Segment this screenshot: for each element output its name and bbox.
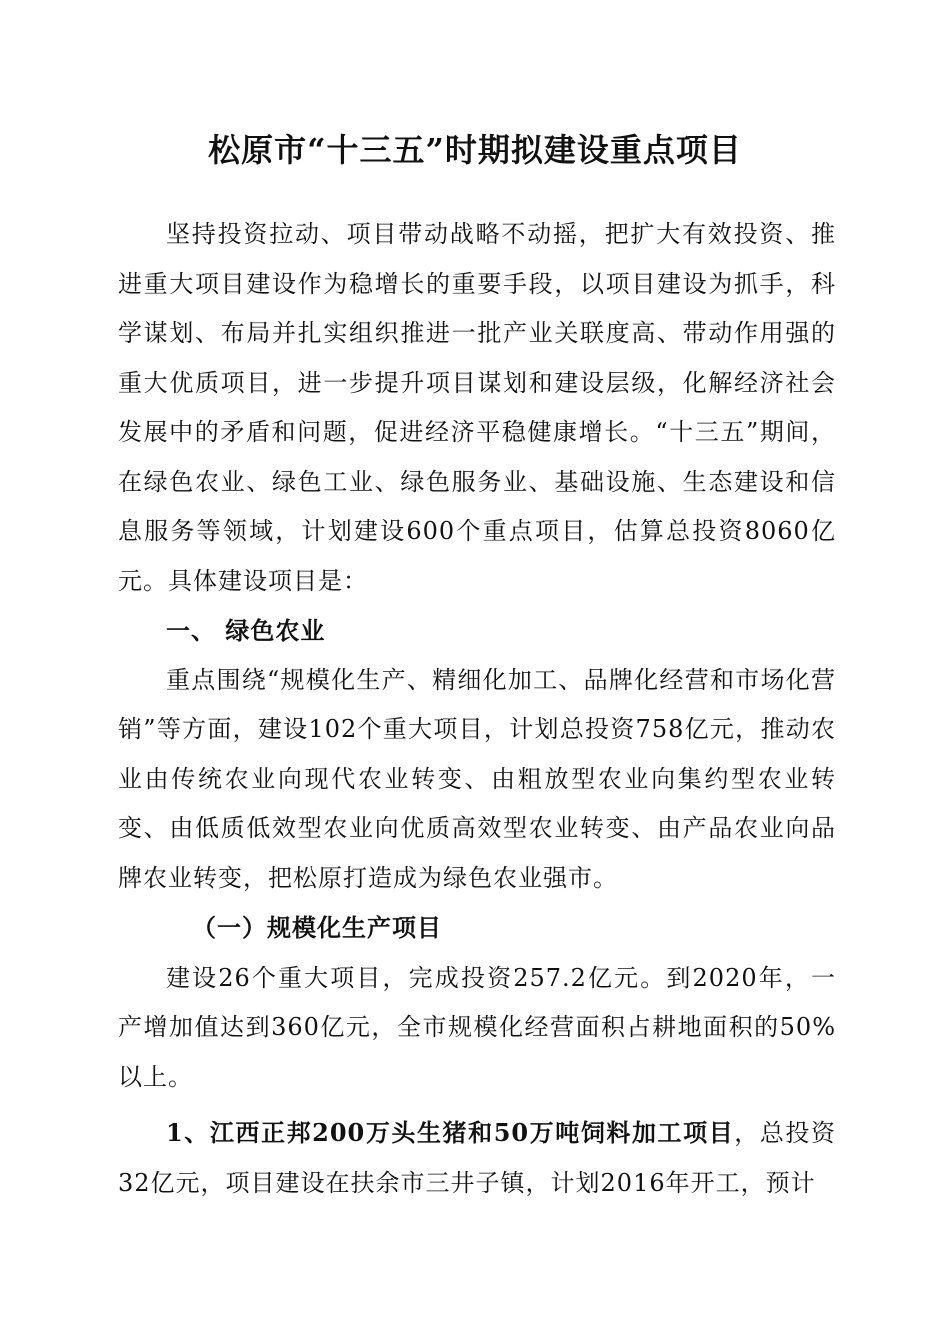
subsection-heading (118, 903, 836, 954)
section-paragraph: 重点围绕“规模化生产、精细化加工、品牌化经营和市场化营销”等方面，建设102个重大项目，计划总投资758亿元，推动农业由传统农业向现代农业转变、由粗放型农业向集约型农业转变、由低质低效型农业向优质高效型农业转变、由产品农业向品牌农业转变，把松原打造成为绿色农业强市。 (118, 665, 836, 892)
page-title: 松原市“十三五”时期拟建设重点项目 (208, 131, 742, 169)
subsection-heading-text: （一）规模化生产项目 (192, 913, 442, 942)
document-body (118, 210, 836, 1208)
section-heading-green-agriculture: 一、 绿色农业 (166, 616, 326, 645)
subsection-paragraph: 建设26个重大项目，完成投资257.2亿元。到2020年，一产增加值达到360亿元，全市规模化经营面积占耕地面积的50%以上。 (118, 963, 836, 1091)
project-paragraph (118, 1108, 836, 1208)
intro-paragraph: 坚持投资拉动、项目带动战略不动摇，把扩大有效投资、推进重大项目建设作为稳增长的重要手段，以项目建设为抓手，科学谋划、布局并扎实组织推进一批产业关联度高、带动作用强的重大优质项目，进一步提升项目谋划和建设层级，化解经济社会发展中的矛盾和问题，促进经济平稳健康增长。“十三五”期间，在绿色农业、绿色工业、绿色服务业、基础设施、生态建设和信息服务等领域，计划建设600个重点项目，估算总投资8060亿元。具体建设项目是： (118, 220, 836, 595)
project-name: 1、江西正邦200万头生猪和50万吨饲料加工项目 (166, 1118, 735, 1147)
project-description: ，总投资32亿元，项目建设在扶余市三井子镇，计划2016年开工，预计 (118, 1119, 837, 1197)
